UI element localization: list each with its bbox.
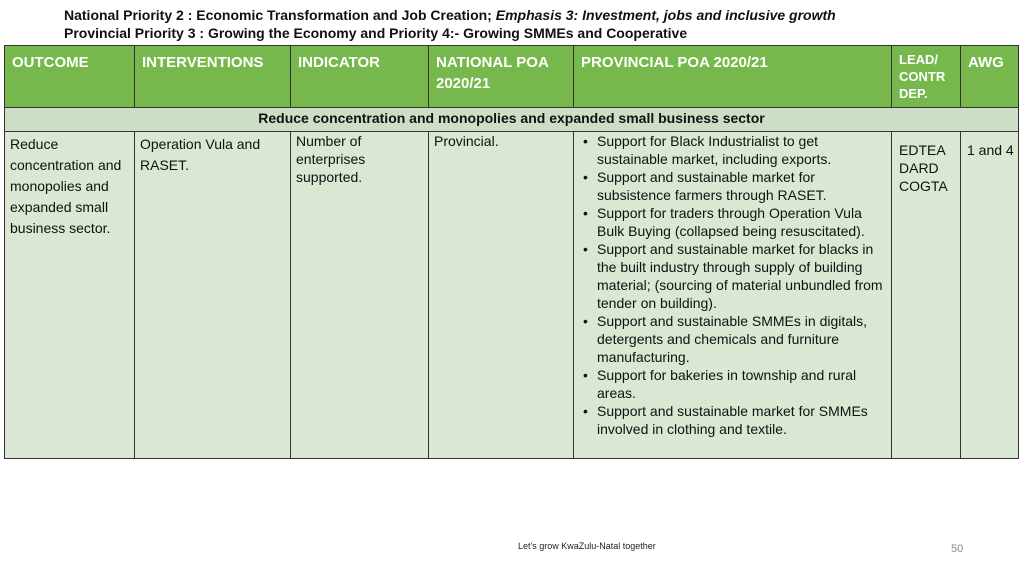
section-row [5,108,1019,132]
list-item: • Support for traders through Operation Vula Bulk Buying (collapsed being resuscitated). [579,204,887,240]
provincial-priority-line: Provincial Priority 3 : Growing the Economy and Priority 4:- Growing SMMEs and Cooperative [64,25,688,41]
col-header-indicator: INDICATOR [291,46,429,108]
poa-table [4,45,1019,459]
list-item: • Support and sustainable SMMEs in digitals, detergents and chemicals and furniture manufacturing. [579,312,887,366]
col-header-interventions: INTERVENTIONS [135,46,291,108]
cell-indicator: Number of enterprises supported. [291,132,429,459]
emphasis-text: Emphasis 3: Investment, jobs and inclusive growth [495,7,836,23]
table-row [5,132,1019,459]
col-header-lead: LEAD/ CONTR DEP. [892,46,961,108]
col-header-provincial-poa: PROVINCIAL POA 2020/21 [574,46,892,108]
cell-outcome: Reduce concentration and monopolies and expanded small business sector. [5,132,135,459]
table-header-row [5,46,1019,108]
cell-awg: 1 and 4 [961,132,1019,459]
col-header-awg: AWG [961,46,1019,108]
list-item: • Support for bakeries in township and rural areas. [579,366,887,402]
col-header-national-poa: NATIONAL POA 2020/21 [429,46,574,108]
cell-national-poa: Provincial. [429,132,574,459]
page-number: 50 [951,543,964,555]
list-item: • Support and sustainable market for blacks in the built industry through supply of building material; (sourcing of material unbundled from tender on building). [579,240,887,312]
provincial-poa-list [579,132,887,438]
national-priority-text: National Priority 2 : Economic Transformation and Job Creation; [64,7,496,23]
cell-provincial-poa [574,132,892,459]
cell-lead-departments [892,132,961,459]
list-item: • Support for Black Industrialist to get sustainable market, including exports. [579,132,887,168]
lead-dept: EDTEA [899,142,946,158]
lead-dept: COGTA [899,178,948,194]
cell-interventions: Operation Vula and RASET. [135,132,291,459]
slide-header [64,6,964,42]
footer-tagline: Let's grow KwaZulu-Natal together [518,541,656,551]
national-priority-line [64,6,964,24]
col-header-outcome: OUTCOME [5,46,135,108]
lead-dept: DARD [899,160,939,176]
section-title: Reduce concentration and monopolies and expanded small business sector [5,108,1019,132]
list-item: • Support and sustainable market for SMMEs involved in clothing and textile. [579,402,887,438]
list-item: • Support and sustainable market for subsistence farmers through RASET. [579,168,887,204]
